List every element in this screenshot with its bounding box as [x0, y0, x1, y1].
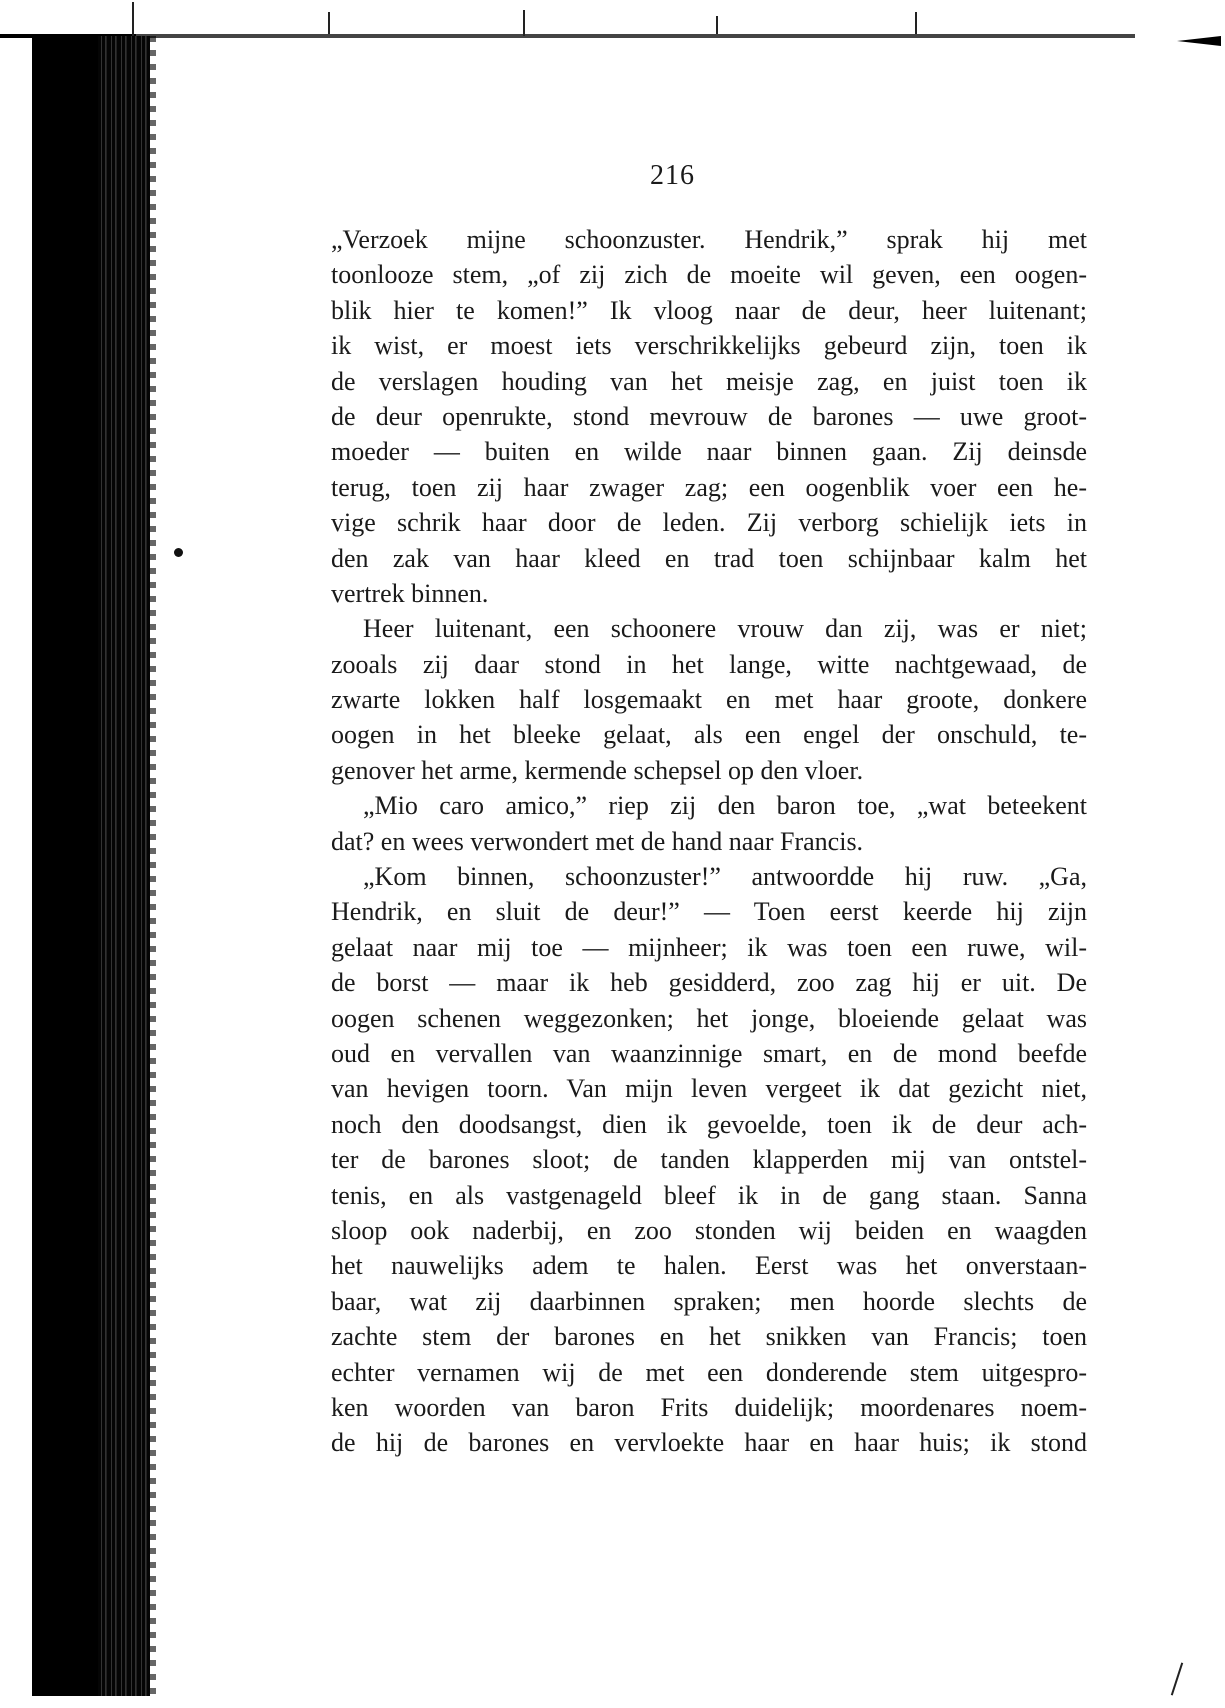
text-line: de borst — maar ik heb gesidderd, zoo zag hij er uit. De	[331, 968, 1087, 998]
text-line: „Mio caro amico,” riep zij den baron toe, „wat beteekent	[363, 791, 1087, 821]
text-line: „Kom binnen, schoonzuster!” antwoordde hij ruw. „Ga,	[363, 862, 1087, 892]
text-line: tenis, en als vastgenageld bleef ik in de gang staan. Sanna	[331, 1180, 1087, 1210]
text-line: sloop ook naderbij, en zoo stonden wij beiden en waagden	[331, 1215, 1087, 1245]
text-line: oud en vervallen van waanzinnige smart, en de mond beefde	[331, 1038, 1087, 1068]
text-line: vige schrik haar door de leden. Zij verborg schielijk iets in	[331, 508, 1087, 538]
edge-mark	[1177, 36, 1221, 46]
text-line: zooals zij daar stond in het lange, witte nachtgewaad, de	[331, 649, 1087, 679]
text-line: Heer luitenant, een schoonere vrouw dan zij, was er niet;	[363, 614, 1087, 644]
text-line: terug, toen zij haar zwager zag; een oogenblik voer een he-	[331, 472, 1087, 502]
top-edge-tick	[716, 16, 718, 34]
text-line: baar, wat zij daarbinnen spraken; men hoorde slechts de	[331, 1286, 1087, 1316]
text-line: den zak van haar kleed en trad toen schijnbaar kalm het	[331, 543, 1087, 573]
text-line: ter de barones sloot; de tanden klapperden mij van ontstel-	[331, 1145, 1087, 1175]
top-edge-tick	[328, 12, 330, 34]
text-line: echter vernamen wij de met een donderende stem uitgespro-	[331, 1357, 1087, 1387]
text-line: „Verzoek mijne schoonzuster. Hendrik,” sprak hij met	[331, 225, 1087, 254]
text-line: de hij de barones en vervloekte haar en haar huis; ik stond	[331, 1428, 1087, 1458]
corner-mark	[1171, 1663, 1183, 1696]
text-line: noch den doodsangst, dien ik gevoelde, toen ik de deur ach-	[331, 1109, 1087, 1139]
text-line: dat? en wees verwondert met de hand naar Francis.	[331, 826, 864, 856]
text-line: van hevigen toorn. Van mijn leven vergeet ik dat gezicht niet,	[331, 1074, 1087, 1104]
text-line: blik hier te komen!” Ik vloog naar de deur, heer luitenant;	[331, 295, 1087, 325]
text-line: zwarte lokken half losgemaakt en met haar groote, donkere	[331, 685, 1087, 715]
text-line: gelaat naar mij toe — mijnheer; ik was toen een ruwe, wil-	[331, 932, 1087, 962]
text-line: vertrek binnen.	[331, 578, 489, 608]
text-line: oogen in het bleeke gelaat, als een engel der onschuld, te-	[331, 720, 1087, 750]
text-line: oogen schenen weggezonken; het jonge, bloeiende gelaat was	[331, 1003, 1087, 1033]
text-line: moeder — buiten en wilde naar binnen gaan. Zij deinsde	[331, 437, 1087, 467]
text-line: zachte stem der barones en het snikken van Francis; toen	[331, 1322, 1087, 1352]
text-line: ik wist, er moest iets verschrikkelijks gebeurd zijn, toen ik	[331, 331, 1087, 361]
top-edge-rule	[0, 34, 1135, 38]
page-number: 216	[650, 160, 695, 191]
top-edge-tick	[915, 12, 917, 34]
text-line: het nauwelijks adem te halen. Eerst was het onverstaan-	[331, 1251, 1087, 1281]
text-line: toonlooze stem, „of zij zich de moeite wil geven, een oogen-	[331, 260, 1087, 290]
text-line: ken woorden van baron Frits duidelijk; moordenares noem-	[331, 1392, 1087, 1422]
top-edge-tick	[523, 10, 525, 36]
text-line: de verslagen houding van het meisje zag, en juist toen ik	[331, 366, 1087, 396]
text-line: Hendrik, en sluit de deur!” — Toen eerst keerde hij zijn	[331, 897, 1087, 927]
top-edge-tick	[132, 2, 134, 36]
margin-dot	[174, 548, 183, 557]
text-line: de deur openrukte, stond mevrouw de barones — uwe groot-	[331, 401, 1087, 431]
body-text	[331, 222, 1087, 1461]
text-line: genover het arme, kermende schepsel op den vloer.	[331, 755, 864, 785]
book-spine-edge	[32, 36, 150, 1696]
